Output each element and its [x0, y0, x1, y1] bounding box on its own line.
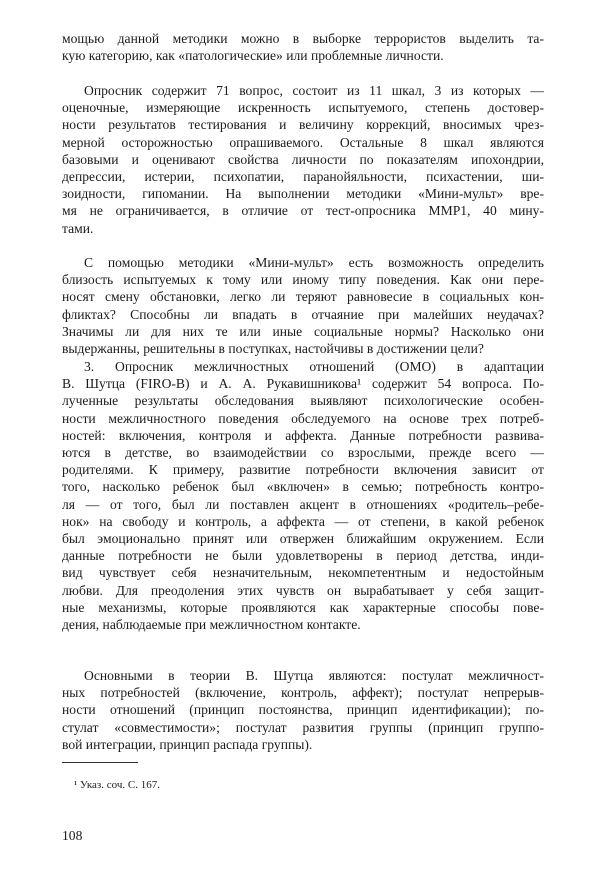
text-line: ности отношений (принцип постоянства, принцип идентификации); по-	[62, 702, 544, 718]
text-line: дения, наблюдаемые при межличностном контакте.	[62, 617, 361, 633]
text-line: фликтах? Способны ли впадать в отчаяние при малейших неудачах?	[62, 306, 544, 322]
paragraph-questionnaire-scales	[62, 82, 544, 237]
text-line: ностей: включения, контроля и аффекта. Данные потребности развива-	[62, 427, 544, 443]
text-line: ности межличностного поведения обследуемого на основе трех потреб-	[62, 410, 544, 426]
footnote: ¹ Указ. соч. С. 167.	[74, 779, 160, 791]
text-line: того, насколько ребенок был «включен» в семью; потребность контро-	[62, 479, 544, 495]
text-line: Значимы ли для них те или иные социальные нормы? Насколько они	[62, 323, 544, 339]
text-line: депрессии, истерии, психопатии, паранойяльности, психастении, ши-	[62, 169, 544, 185]
text-line: тами.	[62, 220, 94, 236]
text-line: мя не ограничивается, в отличие от тест-опросника ММР1, 40 мину-	[62, 203, 544, 219]
text-line: ности результатов тестирования и величину коррекций, вносимых чрез-	[62, 117, 544, 133]
text-line: ных потребностей (включение, контроль, аффект); постулат непрерыв-	[62, 685, 544, 701]
text-line: нок» на свободу и контроль, а аффекта — от степени, в какой ребенок	[62, 513, 544, 529]
text-line: Опросник содержит 71 вопрос, состоит из 11 шкал, 3 из которых —	[84, 83, 544, 98]
text-line: 3. Опросник межличностных отношений (ОМО) в адаптации	[84, 359, 544, 374]
text-line: стулат «совместимости»; постулат развития группы (принцип группо-	[62, 719, 544, 735]
text-line: ются в детстве, во взаимодействии со взрослыми, прежде всего —	[62, 445, 544, 461]
text-line: ные механизмы, которые проявляются как характерные способы пове-	[62, 599, 544, 615]
text-line: мерной осторожностью опрашиваемого. Остальные 8 шкал являются	[62, 134, 544, 150]
paragraph-continuation	[62, 30, 544, 64]
text-line: вид чувствует себя незначительным, некомпетентным и недостойным	[62, 565, 544, 581]
text-line: любви. Для преодоления этих чувств он вырабатывает у себя защит-	[62, 582, 544, 598]
text-line: носят смену обстановки, легко ли теряют равновесие в социальных кон-	[62, 289, 544, 305]
paragraph-omo	[62, 358, 544, 633]
text-line: В. Шутца (FIRO-B) и А. А. Рукавишникова¹ содержит 54 вопроса. По-	[62, 376, 544, 392]
text-line: кую категорию, как «патологические» или проблемные личности.	[62, 48, 444, 64]
paragraph-mini-mult	[62, 254, 544, 357]
page-number: 108	[62, 828, 83, 843]
text-line: зоидности, гипомании. На выполнении методики «Мини-мульт» вре-	[62, 186, 544, 202]
text-line: Основными в теории В. Шутца являются: постулат межличност-	[84, 668, 544, 683]
text-line: данные потребности не были удовлетворены в период детства, инди-	[62, 548, 544, 564]
text-line: С помощью методики «Мини-мульт» есть возможность определить	[84, 255, 544, 270]
text-line: оценочные, измеряющие искренность испытуемого, степень достовер-	[62, 100, 544, 116]
text-line: родителями. К примеру, развитие потребности включения зависит от	[62, 462, 544, 478]
text-line: ля — от того, был ли поставлен акцент в отношениях «родитель–ребе-	[62, 496, 544, 512]
footnote-divider	[62, 762, 138, 763]
text-line: лученные результаты обследования выявляют психологические особен-	[62, 393, 544, 409]
text-line: выдержанны, решительны в поступках, настойчивы в достижении цели?	[62, 341, 484, 357]
text-line: был эмоционально принят или отвержен ближайшим окружением. Если	[62, 531, 544, 547]
text-line: базовыми и оценивают свойства личности по показателям ипохондрии,	[62, 151, 544, 167]
text-line: вой интеграции, принцип распада группы).	[62, 736, 313, 752]
text-line: близость испытуемых к тому или иному типу поведения. Как они пере-	[62, 272, 544, 288]
paragraph-schutz-theory	[62, 667, 544, 753]
text-line: мощью данной методики можно в выборке террористов выделить та-	[62, 31, 544, 46]
